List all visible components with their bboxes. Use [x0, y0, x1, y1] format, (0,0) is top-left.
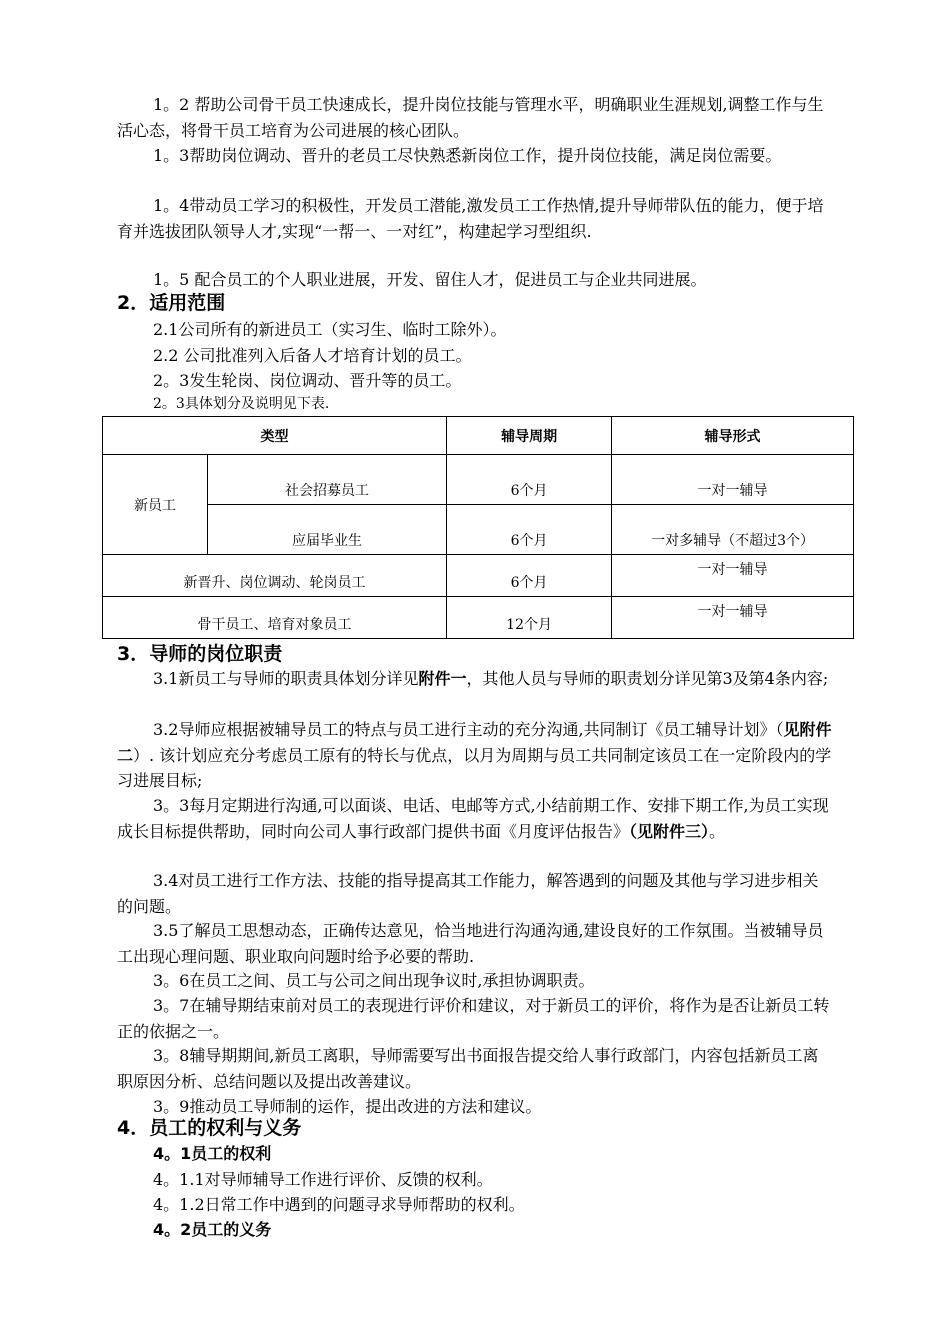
table-cell-sub: 社会招募员工	[208, 455, 447, 505]
heading-section-4: 4．员工的权利与义务	[117, 1117, 302, 1139]
paragraph-2-1: 2.1公司所有的新进员工（实习生、临时工除外）。	[153, 320, 507, 339]
paragraph-4-1-2: 4。1.2日常工作中遇到的问题寻求导师帮助的权利。	[153, 1195, 525, 1214]
paragraph-1-2: 1。2 帮助公司骨干员工快速成长，提升岗位技能与管理水平，明确职业生涯规划,调整工作与生活心态，将骨干员工培育为公司进展的核心团队。	[117, 95, 824, 140]
paragraph-3-3	[117, 793, 833, 844]
text-run: ）. 该计划应充分考虑员工原有的特长与优点，以月为周期与员工共同制定该员工在一定阶段内的学习进展目标;	[117, 745, 832, 790]
heading-section-2: 2．适用范围	[117, 292, 226, 314]
table-cell-period: 6个月	[447, 555, 612, 597]
bold-attachment-ref: 附件一	[418, 669, 467, 688]
table-header-form: 辅导形式	[612, 417, 854, 455]
text-run: 3.2导师应根据被辅导员工的特点与员工进行主动的充分沟通,共同制订《员工辅导计划》（	[153, 720, 784, 739]
paragraph-3-5: 3.5了解员工思想动态，正确传达意见，恰当地进行沟通沟通,建设良好的工作氛围。当被辅导员工出现心理问题、职业取向问题时给予必要的帮助.	[117, 921, 824, 966]
table-cell-period: 6个月	[447, 455, 612, 505]
table-cell-period: 6个月	[447, 505, 612, 555]
paragraph-1-4: 1。4带动员工学习的积极性，开发员工潜能,激发员工工作热情,提升导师带队伍的能力，便于培育并选拔团队领导人才,实现“一帮一、一对红”，构建起学习型组织.	[117, 196, 824, 241]
table-cell-form: 一对多辅导（不超过3个）	[612, 505, 854, 555]
table-cell-form: 一对一辅导	[612, 455, 854, 505]
text-run: 。	[709, 821, 726, 841]
paragraph-4-1-1: 4。1.1对导师辅导工作进行评价、反馈的权利。	[153, 1170, 493, 1189]
table-cell-form: 一对一辅导	[612, 597, 854, 639]
table-cell-form: 一对一辅导	[612, 555, 854, 597]
text-run: ，其他人员与导师的职责划分详见第3及第4条内容;	[466, 669, 829, 688]
paragraph-3-2	[117, 717, 833, 794]
bold-attachment-ref: 见附件二	[117, 720, 832, 765]
heading-section-3: 3．导师的岗位职责	[117, 643, 283, 665]
bold-attachment-ref: （见附件三）	[629, 821, 710, 841]
paragraph-2-3-note: 2。3具体划分及说明见下表.	[153, 396, 330, 412]
paragraph-1-5: 1。5 配合员工的个人职业进展，开发、留住人才，促进员工与企业共同进展。	[153, 270, 707, 289]
paragraph-3-6: 3。6在员工之间、员工与公司之间出现争议时,承担协调职责。	[153, 971, 595, 990]
paragraph-2-2: 2.2 公司批准列入后备人才培育计划的员工。	[153, 346, 472, 365]
paragraph-3-8: 3。8辅导期期间,新员工离职，导师需要写出书面报告提交给人事行政部门，内容包括新员工离职原因分析、总结问题以及提出改善建议。	[117, 1046, 819, 1091]
table-header-period: 辅导周期	[447, 417, 612, 455]
table-cell-type: 新晋升、岗位调动、轮岗员工	[103, 555, 447, 597]
mentoring-table	[102, 416, 854, 639]
paragraph-3-7: 3。7在辅导期结束前对员工的表现进行评价和建议，对于新员工的评价，将作为是否让新员工转正的依据之一。	[117, 996, 830, 1041]
paragraph-3-4: 3.4对员工进行工作方法、技能的指导提高其工作能力，解答遇到的问题及其他与学习进步相关的问题。	[117, 871, 819, 916]
table-cell-sub: 应届毕业生	[208, 505, 447, 555]
subheading-4-1: 4。1员工的权利	[153, 1144, 272, 1163]
table-header-type: 类型	[103, 417, 447, 455]
subheading-4-2: 4。2员工的义务	[153, 1220, 272, 1239]
table-cell-type: 骨干员工、培育对象员工	[103, 597, 447, 639]
paragraph-3-1	[117, 666, 833, 692]
text-run: 3.1新员工与导师的职责具体划分详见	[153, 669, 419, 688]
table-cell-period: 12个月	[447, 597, 612, 639]
table-cell-new-employee: 新员工	[103, 455, 208, 555]
text-run: 3。3每月定期进行沟通,可以面谈、电话、电邮等方式,小结前期工作、安排下期工作,为员工实现成长目标提供帮助，同时向公司人事行政部门提供书面《月度评估报告》	[117, 796, 829, 841]
paragraph-2-3: 2。3发生轮岗、岗位调动、晋升等的员工。	[153, 371, 462, 390]
paragraph-1-3: 1。3帮助岗位调动、晋升的老员工尽快熟悉新岗位工作，提升岗位技能，满足岗位需要。	[153, 146, 782, 165]
paragraph-3-9: 3。9推动员工导师制的运作，提出改进的方法和建议。	[153, 1097, 542, 1116]
